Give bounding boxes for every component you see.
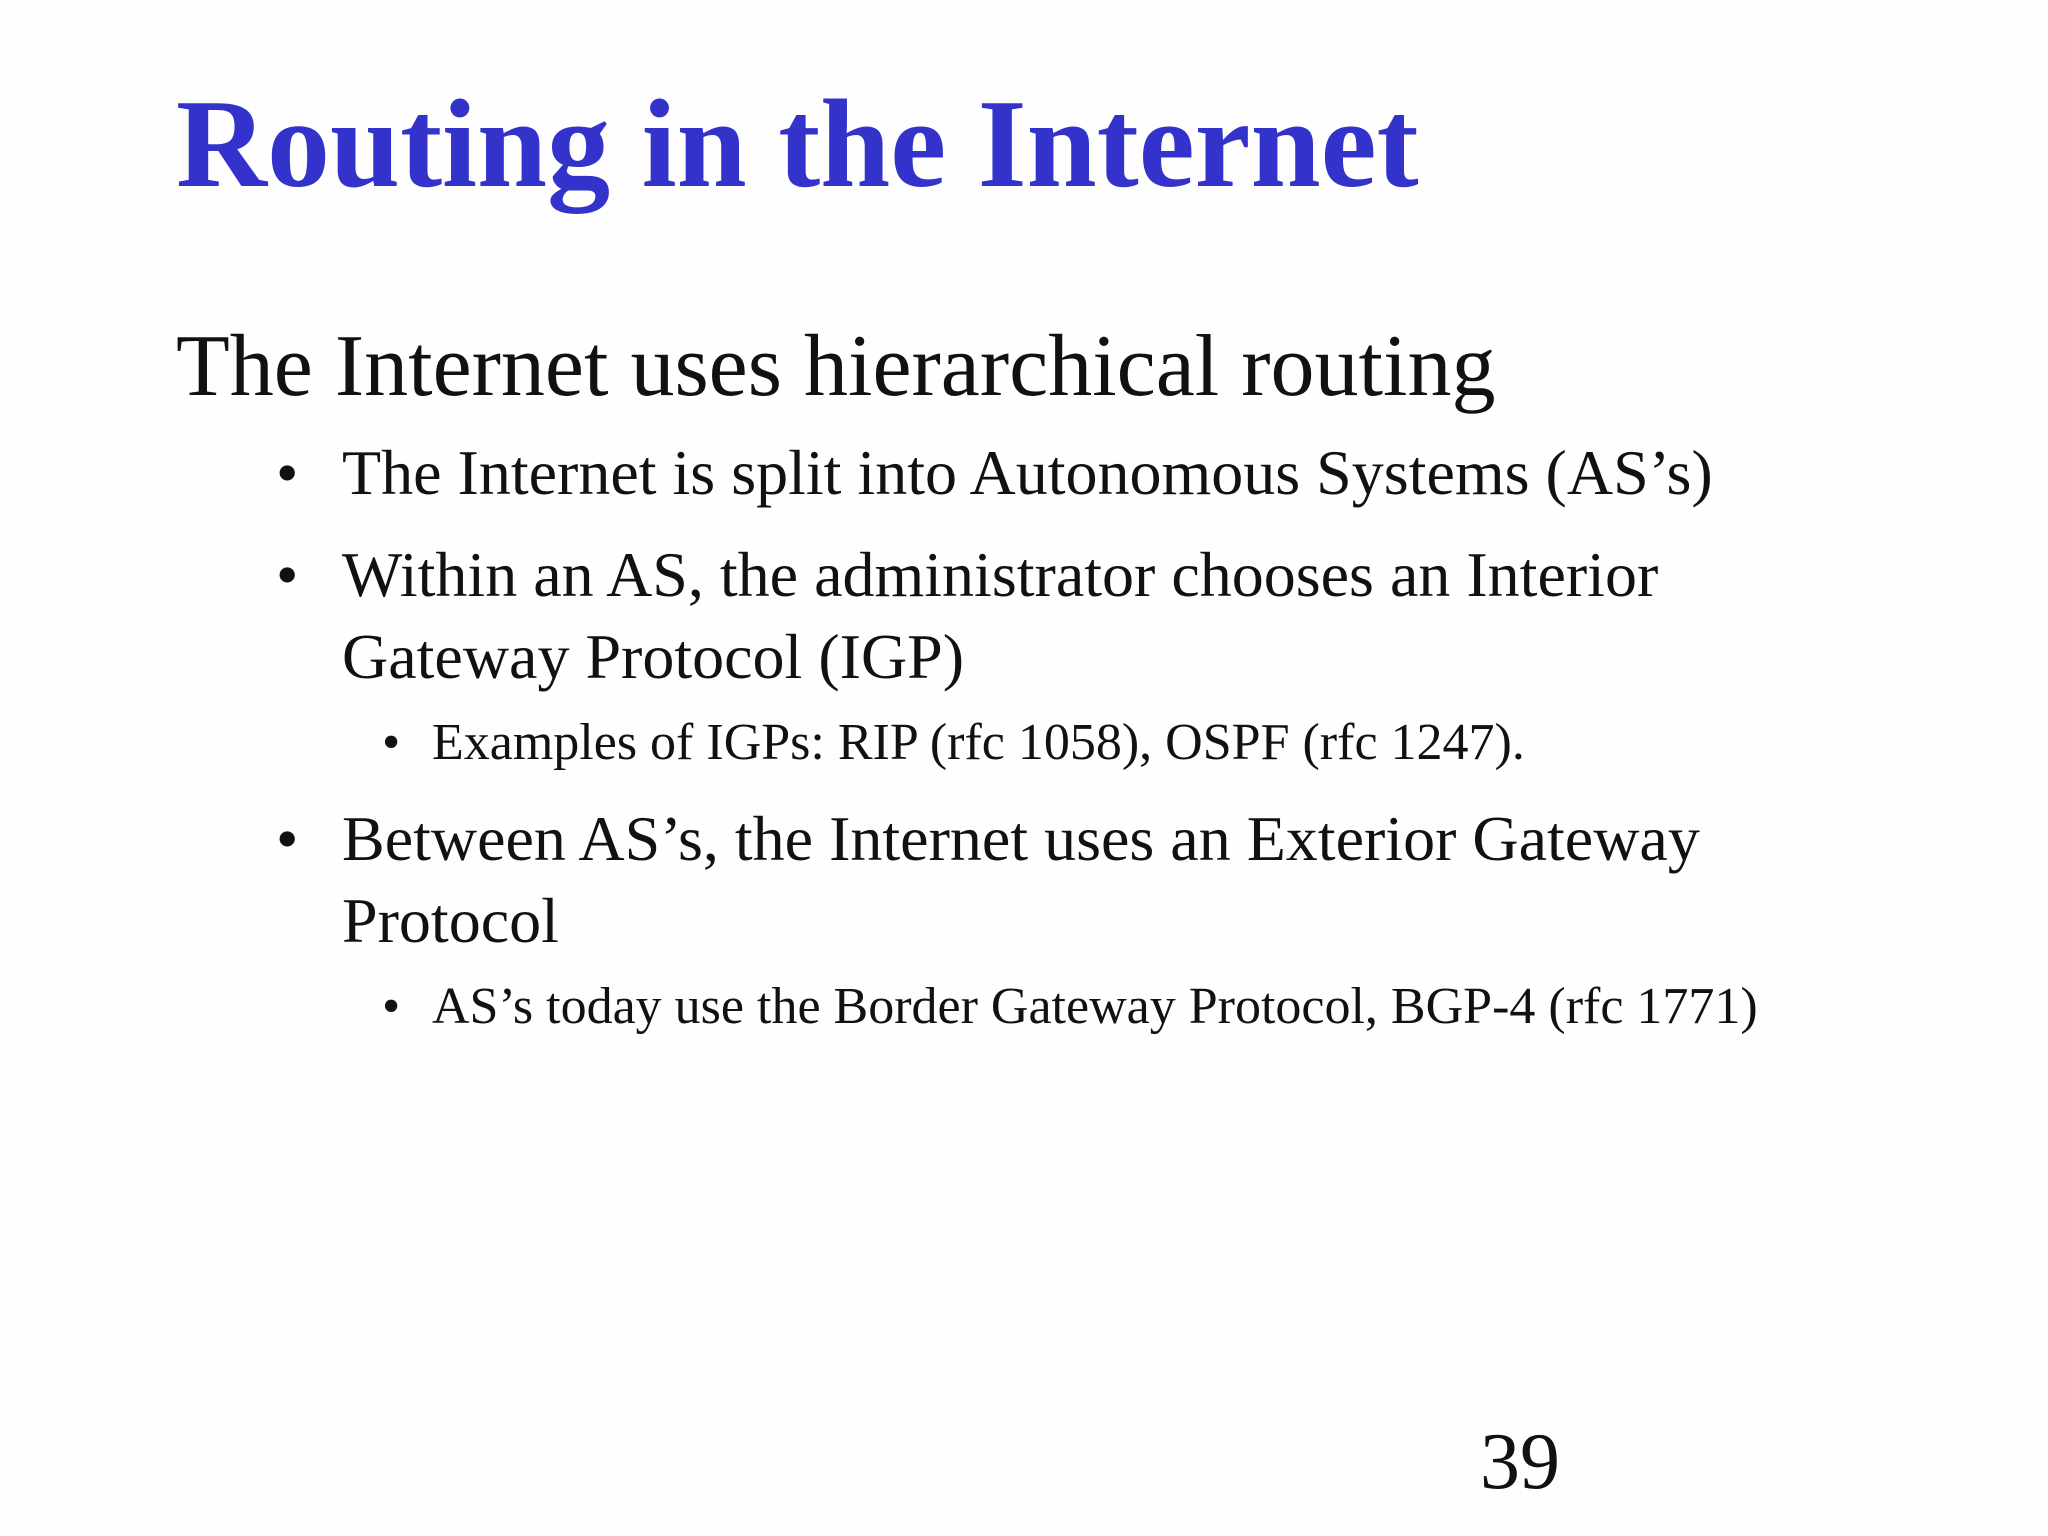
slide-subtitle: The Internet uses hierarchical routing <box>176 318 1496 415</box>
bullet-text: Within an AS, the administrator chooses an Interior Gateway Protocol (IGP) <box>342 539 1659 692</box>
bullet-icon: • <box>276 437 299 508</box>
page-number: 39 <box>1480 1418 1560 1506</box>
bullet-item-autonomous-systems <box>276 432 1836 514</box>
bullet-item-egp <box>276 798 1836 962</box>
sub-bullet-item-bgp <box>382 972 1782 1112</box>
sub-bullet-text: AS’s today use the Border Gateway Protocol, BGP-4 (rfc 1771) <box>432 978 1758 1035</box>
sub-bullet-text: Examples of IGPs: RIP (rfc 1058), OSPF (rfc 1247). <box>432 714 1525 771</box>
bullet-icon: • <box>276 803 299 874</box>
bullet-icon: • <box>382 714 401 771</box>
bullet-icon: • <box>276 539 299 610</box>
bullet-icon: • <box>382 978 401 1035</box>
sub-bullet-item-igp-examples <box>382 708 1782 778</box>
bullet-item-igp <box>276 534 1836 698</box>
bullet-text: Between AS’s, the Internet uses an Exterior Gateway Protocol <box>342 803 1700 956</box>
bullet-text: The Internet is split into Autonomous Systems (AS’s) <box>342 437 1713 508</box>
slide-title: Routing in the Internet <box>176 75 1419 214</box>
